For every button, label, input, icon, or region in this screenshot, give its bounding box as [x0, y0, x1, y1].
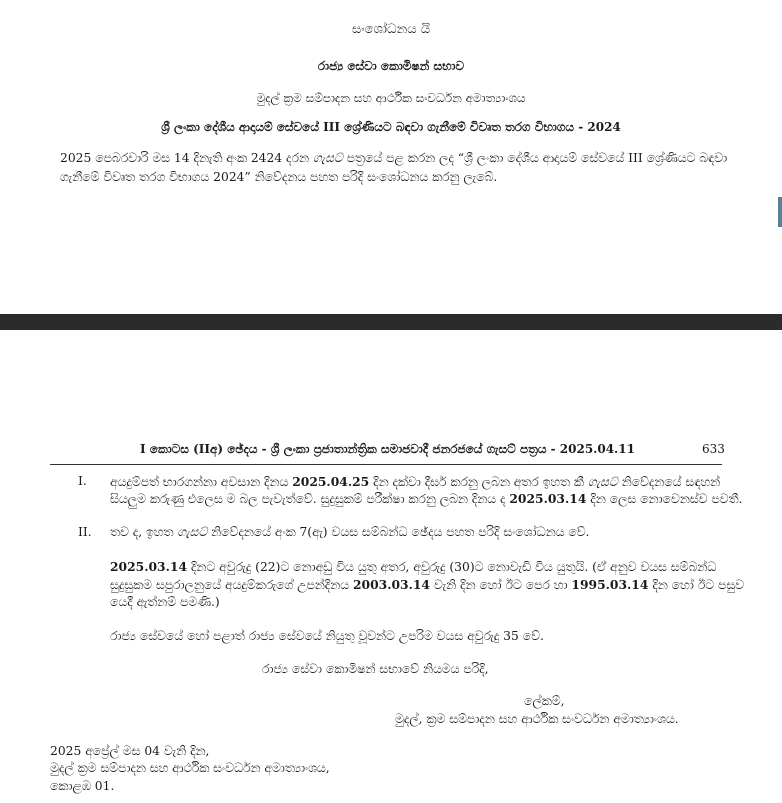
max-age-sentence: රාජ්‍ය සේවයේ හෝ පළාත් රාජ්‍ය සේවයේ නියුතු වූවන්ට උපරිම වයස අවුරුදු 35 වේ.: [110, 629, 544, 643]
amendment-line-1: 2025.03.14 දිනට අවුරුදු (22)ට නොඅඩු විය යුතු අතර, අවුරුදු (30)ට නොවැඩි විය යුතුයි. (ඒ අනුව වයස සම්බන්ධ: [110, 559, 717, 574]
footer-date: 2025 අප්‍රේල් මස 04 වැනි දින,: [50, 744, 210, 758]
closing-date: 2025.04.25: [292, 474, 370, 489]
footer-ministry: මුදල් ක්‍රම සම්පාදන සහ ආර්ථික සංවර්ධන අමාත්‍යාංශය,: [50, 761, 330, 775]
item-1-line-2: සියලුම කරුණු එලෙස ම බල පැවැත්වේ. සුදුසුකම් පරීක්ෂා කරනු ලබන දිනය ද 2025.03.14 දින ලෙස නොවෙනස්ව පවතී.: [110, 491, 743, 506]
header-rule: [50, 464, 722, 465]
item-1-line-1: අයදුම්පත් භාරගන්නා අවසාන දිනය 2025.04.25 දින දක්වා දීර්ඝ කරනු ලබන අතර ඉහත කී ගැසට් නිවේදනයේ සඳහන්: [110, 474, 721, 489]
birth-date-upper: 2003.03.14: [352, 577, 430, 592]
qualification-date: 2025.03.14: [509, 491, 587, 506]
gazette-page-header: I කොටස (IIඅ) ඡේදය - ශ්‍රී ලංකා ප්‍රජාතාන්ත්‍රික සමාජවාදී ජනරජයේ ගැසට් පත්‍රය - 2025.04.11: [140, 442, 635, 456]
signatory-ministry: මුදල්, ක්‍රම සම්පාදන සහ ආර්ථික සංවර්ධන අමාත්‍යාංශය.: [395, 712, 679, 726]
scroll-edge-tab[interactable]: [778, 197, 782, 227]
signatory-title: ලේකම්,: [524, 694, 565, 708]
footer-city: කොළඹ 01.: [50, 779, 115, 793]
birth-date-lower: 1995.03.14: [571, 577, 649, 592]
amendment-line-3: යෙදී ඇත්නම් පමණි.): [110, 595, 220, 609]
item-number-2: II.: [78, 525, 92, 539]
intro-paragraph-line-1: 2025 පෙබරවාරි මස 14 දිනැති අංක 2424 දරන ගැසට් පත්‍රයේ පළ කරන ලද “ශ්‍රී ලංකා දේශීය ආදායම් සේවයේ III ශ්‍රේණියට බඳවා: [60, 151, 728, 165]
page-number: 633: [702, 442, 725, 456]
age-reference-date: 2025.03.14: [110, 559, 188, 574]
ministry-heading: මුදල් ක්‍රම සම්පාදන සහ ආර්ථික සංවර්ධන අමාත්‍යාංශය: [256, 91, 526, 105]
order-sentence: රාජ්‍ය සේවා කොමිෂන් සභාවේ නියමය පරිදි,: [262, 662, 489, 676]
exam-title: ශ්‍රී ලංකා දේශීය ආදායම් සේවයේ III ශ්‍රේණියට බඳවා ගැනීමේ විවෘත තරග විභාගය - 2024: [161, 120, 621, 134]
amendment-line-2: සුදුසුකම සපුරාලනුයේ අයදුම්කරුගේ උපන්දිනය 2003.03.14 වැනි දින හෝ ඊට පෙර හා 1995.03.14 දින හෝ ඊට පසුව: [110, 577, 745, 592]
gazette-word: ගැසට්: [312, 151, 343, 165]
item-number-1: I.: [78, 474, 87, 488]
item-2-text: තව ද, ඉහත ගැසට් නිවේදනයේ අංක 7(ඇ) වයස සම්බන්ධ ඡේදය පහත පරිදි සංශෝධනය වේ.: [110, 525, 590, 539]
intro-paragraph-line-2: ගැනීමේ විවෘත තරග විභාගය 2024” නිවේදනය පහත පරිදි සංශෝධනය කරනු ලැබේ.: [60, 170, 498, 184]
amendment-title: සංශෝධනය යි: [351, 22, 431, 37]
page-divider: [0, 314, 782, 330]
notice-page-top: [0, 0, 782, 314]
commission-heading: රාජ්‍ය සේවා කොමිෂන් සභාව: [317, 59, 465, 73]
